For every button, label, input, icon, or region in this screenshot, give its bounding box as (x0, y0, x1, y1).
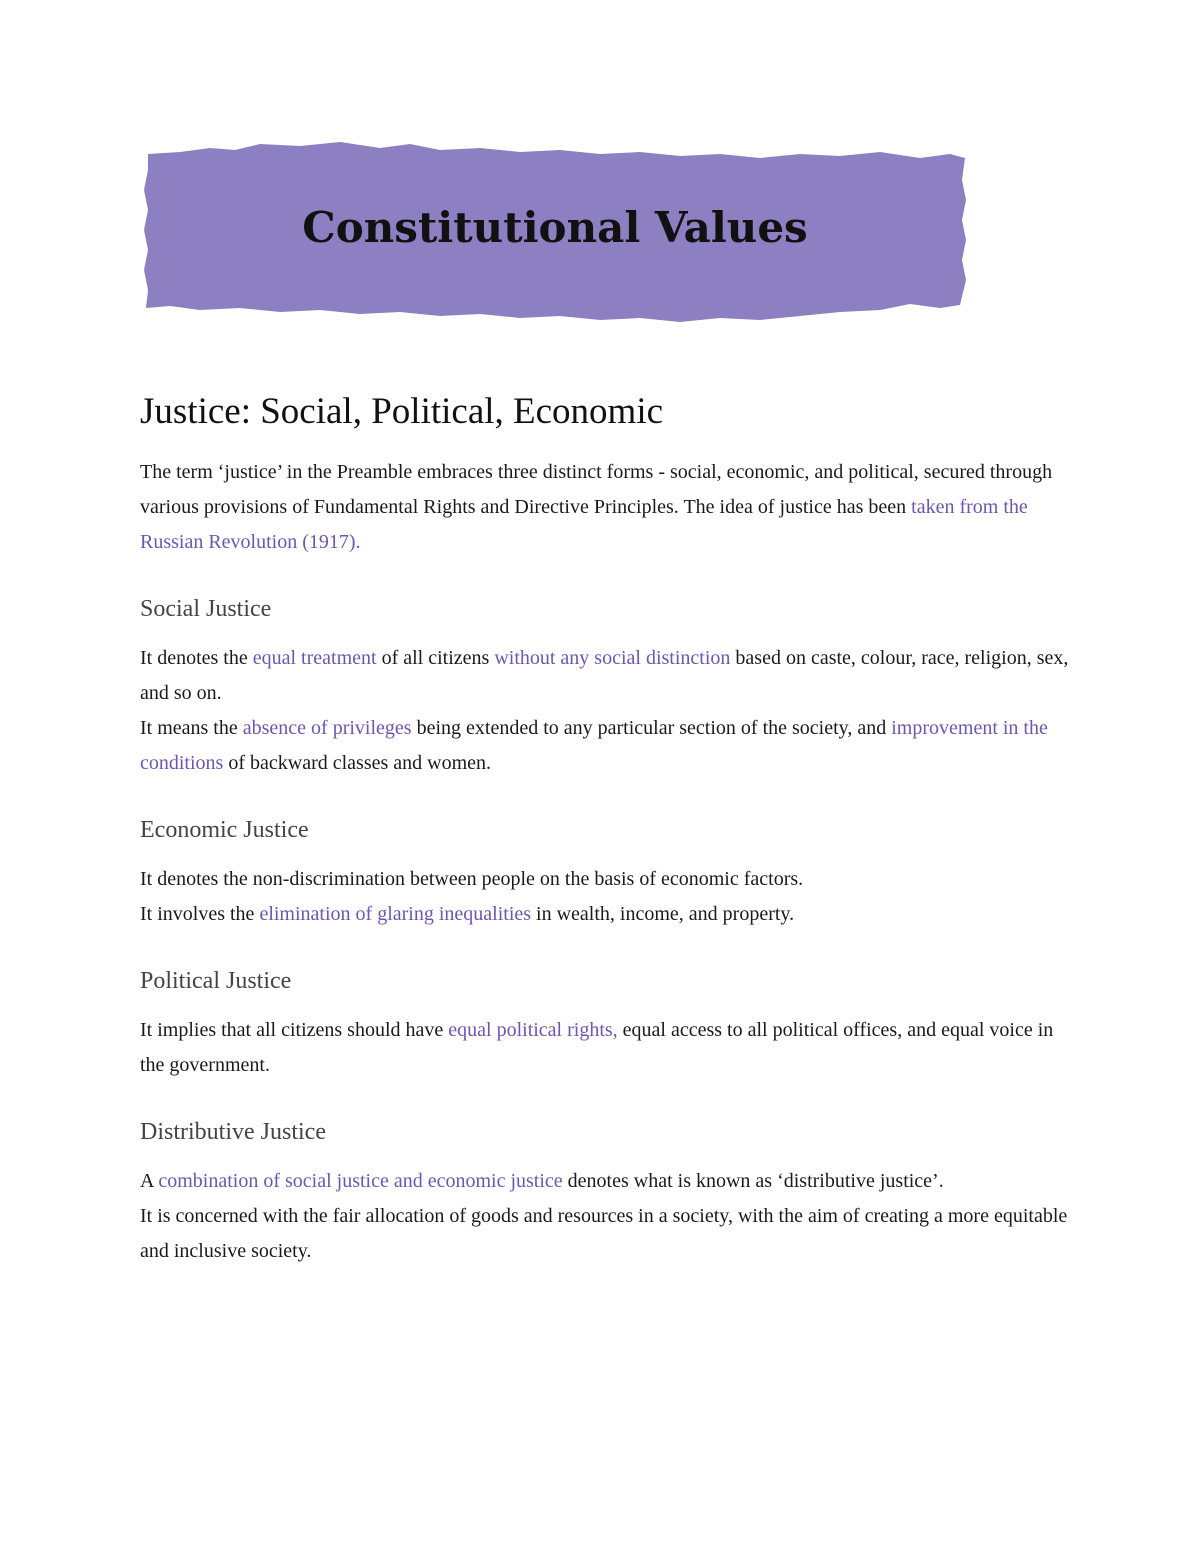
distributive-paragraph-1 (140, 1164, 1070, 1199)
economic-paragraph-2 (140, 897, 1070, 932)
text: being extended to any particular section of the society, and (411, 717, 892, 739)
highlight: without any social distinction (494, 647, 731, 669)
document-body (140, 390, 1070, 1269)
text: in wealth, income, and property. (531, 903, 795, 925)
document-title: Constitutional Values (302, 202, 808, 252)
intro-text: The term ‘justice’ in the Preamble embraces three distinct forms - social, economic, and political, secured through various provisions of Fundamental Rights and Directive Principles. The idea of justice has been (140, 461, 1053, 518)
text: It means the (140, 717, 243, 739)
social-justice-heading: Social Justice (140, 596, 272, 622)
text: equal access to all political offices, and equal voice in the government. (140, 1019, 1054, 1076)
distributive-paragraph-2: It is concerned with the fair allocation of goods and resources in a society, with the aim of creating a more equitable and inclusive society. (140, 1205, 1068, 1262)
text: denotes what is known as ‘distributive justice’. (562, 1170, 944, 1192)
political-justice-heading: Political Justice (140, 968, 292, 994)
social-paragraph-2 (140, 711, 1070, 781)
highlight: equal political rights, (448, 1019, 618, 1041)
text: A (140, 1170, 159, 1192)
distributive-justice-heading: Distributive Justice (140, 1119, 326, 1145)
intro-highlight: taken from the Russian Revolution (1917). (140, 496, 1028, 553)
highlight: combination of social justice and economic justice (158, 1170, 563, 1192)
text: of all citizens (376, 647, 495, 669)
highlight: equal treatment (252, 647, 377, 669)
text: It implies that all citizens should have (140, 1019, 449, 1041)
economic-justice-heading: Economic Justice (140, 817, 309, 843)
intro-paragraph (140, 455, 1070, 560)
title-banner (140, 140, 970, 330)
text: based on caste, colour, race, religion, sex, and so on. (140, 647, 1069, 704)
political-paragraph-1 (140, 1013, 1070, 1083)
highlight: improvement in the conditions (140, 717, 1048, 774)
section-title: Justice: Social, Political, Economic (140, 391, 664, 432)
text: of backward classes and women. (223, 752, 492, 774)
highlight: elimination of glaring inequalities (259, 903, 532, 925)
text: It involves the (140, 903, 260, 925)
economic-paragraph-1: It denotes the non-discrimination between people on the basis of economic factors. (140, 868, 804, 890)
highlight: absence of privileges (242, 717, 412, 739)
social-paragraph-1 (140, 641, 1070, 711)
text: It denotes the (140, 647, 253, 669)
